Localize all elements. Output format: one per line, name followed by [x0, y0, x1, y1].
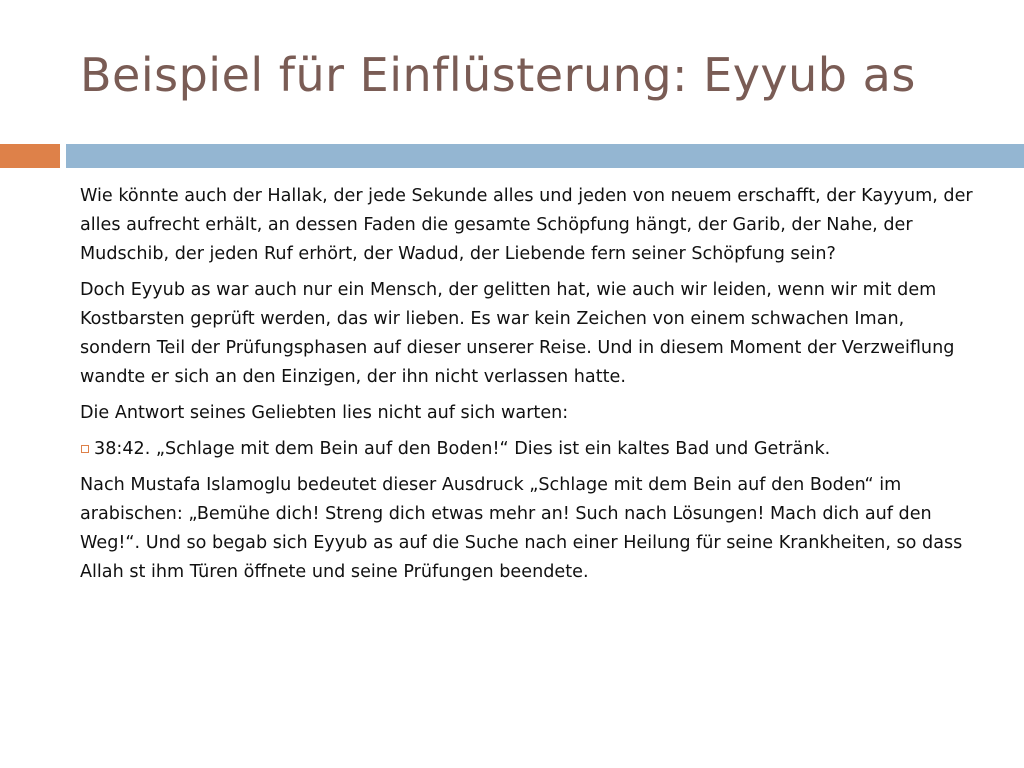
bullet-item	[80, 435, 980, 464]
paragraph-1: Wie könnte auch der Hallak, der jede Sekunde alles und jeden von neuem erschafft, der Kayyum, der alles aufrecht erhält, an dessen Faden die gesamte Schöpfung hängt, der Garib, der Nahe, der Mudschib, der jeden Ruf erhört, der Wadud, der Liebende fern seiner Schöpfung sein?	[80, 186, 973, 264]
paragraph-2: Doch Eyyub as war auch nur ein Mensch, der gelitten hat, wie auch wir leiden, wenn wir mit dem Kostbarsten geprüft werden, das wir lieben. Es war kein Zeichen von einem schwachen Iman, sondern Teil der Prüfungsphasen auf dieser unserer Reise. Und in diesem Moment der Verzweiflung wandte er sich an den Einzigen, der ihn nicht verlassen hatte.	[80, 280, 955, 387]
accent-bar-blue	[66, 144, 1024, 168]
accent-bar-orange	[0, 144, 60, 168]
paragraph-4: Nach Mustafa Islamoglu bedeutet dieser Ausdruck „Schlage mit dem Bein auf den Boden“ im arabischen: „Bemühe dich! Streng dich etwas mehr an! Such nach Lösungen! Mach dich auf den Weg!“. Und so begab sich Eyyub as auf die Suche nach einer Heilung für seine Krankheiten, so dass Allah st ihm Türen öffnete und seine Prüfungen beendete.	[80, 475, 963, 582]
slide-title: Beispiel für Einflüsterung: Eyyub as	[80, 48, 916, 102]
paragraph-3: Die Antwort seines Geliebten lies nicht auf sich warten:	[80, 403, 569, 423]
hollow-square-bullet-icon	[81, 445, 89, 453]
bullet-text: 38:42. „Schlage mit dem Bein auf den Boden!“ Dies ist ein kaltes Bad und Getränk.	[94, 439, 831, 459]
slide-body	[80, 182, 980, 594]
